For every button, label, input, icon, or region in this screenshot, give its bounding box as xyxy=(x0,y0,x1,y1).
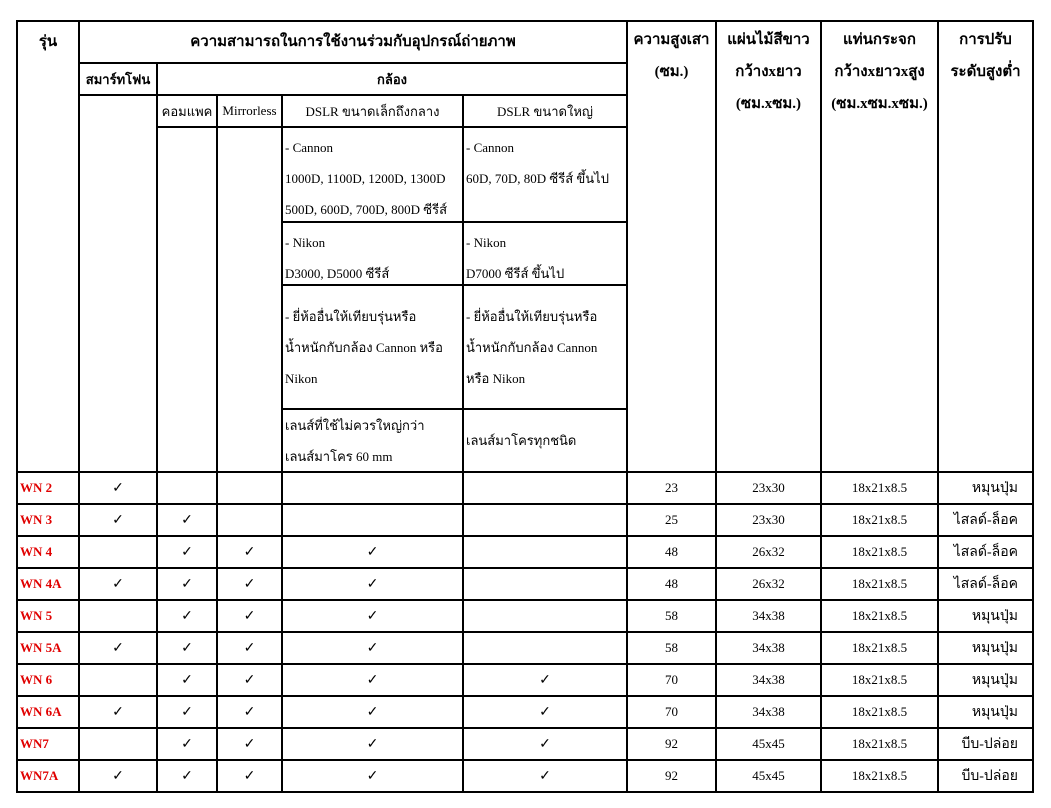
compat-cell-compact xyxy=(158,665,218,697)
board-size-value: 34x38 xyxy=(717,633,822,665)
check-icon: ✓ xyxy=(181,576,193,592)
model-name: WN7A xyxy=(18,761,80,793)
compat-cell-mirrorless xyxy=(218,473,283,505)
pole-height-value: 48 xyxy=(628,569,717,601)
compat-cell-large xyxy=(464,537,628,569)
pole-height-value: 92 xyxy=(628,729,717,761)
compat-cell-mirrorless xyxy=(218,537,283,569)
board-size-value: 34x38 xyxy=(717,665,822,697)
check-icon: ✓ xyxy=(366,704,379,720)
model-name: WN7 xyxy=(18,729,80,761)
board-size-value: 26x32 xyxy=(717,537,822,569)
glass-size-value: 18x21x8.5 xyxy=(822,601,939,633)
compat-cell-large xyxy=(464,729,628,761)
glass-size-value: 18x21x8.5 xyxy=(822,537,939,569)
compat-cell-small xyxy=(283,537,464,569)
header-dslr-large: DSLR ขนาดใหญ่ xyxy=(464,96,628,128)
check-icon: ✓ xyxy=(112,640,124,656)
pole-height-value: 25 xyxy=(628,505,717,537)
check-icon: ✓ xyxy=(539,736,551,752)
header-compatibility: ความสามารถในการใช้งานร่วมกับอุปกรณ์ถ่ายภาพ xyxy=(80,22,628,64)
pole-height-value: 58 xyxy=(628,601,717,633)
pole-height-value: 58 xyxy=(628,633,717,665)
smartphone-detail-empty xyxy=(80,96,158,473)
adjust-method-value: ไสลด์-ล็อค xyxy=(939,537,1034,569)
check-icon: ✓ xyxy=(243,544,256,560)
adjust-method-value: หมุนปุ่ม xyxy=(939,697,1034,729)
compat-cell-phone xyxy=(80,761,158,793)
compat-cell-large xyxy=(464,665,628,697)
compat-cell-phone xyxy=(80,537,158,569)
model-name: WN 5A xyxy=(18,633,80,665)
header-height-adjust: การปรับ ระดับสูงต่ำ xyxy=(939,22,1034,473)
glass-size-value: 18x21x8.5 xyxy=(822,505,939,537)
check-icon: ✓ xyxy=(181,512,193,528)
header-glass-stand: แท่นกระจก กว้างxยาวxสูง (ซม.xซม.xซม.) xyxy=(822,22,939,473)
check-icon: ✓ xyxy=(243,640,256,656)
glass-size-value: 18x21x8.5 xyxy=(822,665,939,697)
check-icon: ✓ xyxy=(366,768,379,784)
compat-cell-compact xyxy=(158,729,218,761)
check-icon: ✓ xyxy=(181,544,193,560)
compat-cell-small xyxy=(283,633,464,665)
pole-height-value: 92 xyxy=(628,761,717,793)
pole-height-value: 70 xyxy=(628,665,717,697)
header-mirrorless: Mirrorless xyxy=(218,96,283,128)
header-camera: กล้อง xyxy=(158,64,628,96)
dslr-small-canon: - Cannon 1000D, 1100D, 1200D, 1300D 500D, 600D, 700D, 800D ซีรีส์ xyxy=(283,128,464,223)
dslr-large-nikon: - Nikon D7000 ซีรีส์ ขึ้นไป xyxy=(464,223,628,286)
compat-cell-small xyxy=(283,473,464,505)
compat-cell-small xyxy=(283,729,464,761)
compat-cell-phone xyxy=(80,473,158,505)
glass-size-value: 18x21x8.5 xyxy=(822,633,939,665)
pole-height-value: 70 xyxy=(628,697,717,729)
check-icon: ✓ xyxy=(539,768,551,784)
adjust-method-value: หมุนปุ่ม xyxy=(939,601,1034,633)
compact-detail-empty xyxy=(158,128,218,473)
compat-cell-small xyxy=(283,601,464,633)
compat-cell-large xyxy=(464,697,628,729)
board-size-value: 23x30 xyxy=(717,505,822,537)
compat-cell-large xyxy=(464,569,628,601)
compat-cell-small xyxy=(283,505,464,537)
check-icon: ✓ xyxy=(181,608,193,624)
compat-cell-compact xyxy=(158,569,218,601)
header-white-board: แผ่นไม้สีขาว กว้างxยาว (ซม.xซม.) xyxy=(717,22,822,473)
check-icon: ✓ xyxy=(181,768,193,784)
dslr-large-canon: - Cannon 60D, 70D, 80D ซีรีส์ ขึ้นไป xyxy=(464,128,628,223)
compat-cell-mirrorless xyxy=(218,633,283,665)
model-name: WN 4A xyxy=(18,569,80,601)
compat-cell-small xyxy=(283,569,464,601)
compat-cell-mirrorless xyxy=(218,601,283,633)
compat-cell-mirrorless xyxy=(218,569,283,601)
adjust-method-value: ไสลด์-ล็อค xyxy=(939,569,1034,601)
board-size-value: 23x30 xyxy=(717,473,822,505)
header-pole-height: ความสูงเสา (ซม.) xyxy=(628,22,717,473)
compat-cell-large xyxy=(464,761,628,793)
compat-cell-compact xyxy=(158,633,218,665)
check-icon: ✓ xyxy=(112,480,124,496)
adjust-method-value: บีบ-ปล่อย xyxy=(939,729,1034,761)
check-icon: ✓ xyxy=(366,576,379,592)
dslr-small-other-brands: - ยี่ห้ออื่นให้เทียบรุ่นหรือ น้ำหนักกับกล้อง Cannon หรือ Nikon xyxy=(283,286,464,410)
check-icon: ✓ xyxy=(112,768,124,784)
compat-cell-compact xyxy=(158,473,218,505)
compat-cell-large xyxy=(464,505,628,537)
check-icon: ✓ xyxy=(243,576,256,592)
check-icon: ✓ xyxy=(366,672,379,688)
adjust-method-value: หมุนปุ่ม xyxy=(939,473,1034,505)
check-icon: ✓ xyxy=(112,704,124,720)
dslr-large-lens: เลนส์มาโครทุกชนิด xyxy=(464,410,628,473)
board-size-value: 45x45 xyxy=(717,729,822,761)
compat-cell-mirrorless xyxy=(218,761,283,793)
board-size-value: 34x38 xyxy=(717,601,822,633)
compat-cell-mirrorless xyxy=(218,505,283,537)
check-icon: ✓ xyxy=(243,608,256,624)
compat-cell-small xyxy=(283,665,464,697)
glass-size-value: 18x21x8.5 xyxy=(822,697,939,729)
compat-cell-mirrorless xyxy=(218,697,283,729)
check-icon: ✓ xyxy=(243,704,256,720)
mirrorless-detail-empty xyxy=(218,128,283,473)
compat-cell-mirrorless xyxy=(218,729,283,761)
adjust-method-value: หมุนปุ่ม xyxy=(939,633,1034,665)
header-model: รุ่น xyxy=(18,22,80,473)
compat-cell-large xyxy=(464,633,628,665)
check-icon: ✓ xyxy=(539,704,551,720)
board-size-value: 45x45 xyxy=(717,761,822,793)
model-name: WN 2 xyxy=(18,473,80,505)
check-icon: ✓ xyxy=(539,672,551,688)
model-name: WN 6A xyxy=(18,697,80,729)
board-size-value: 34x38 xyxy=(717,697,822,729)
compat-cell-large xyxy=(464,601,628,633)
header-smartphone: สมาร์ทโฟน xyxy=(80,64,158,96)
model-name: WN 6 xyxy=(18,665,80,697)
model-name: WN 4 xyxy=(18,537,80,569)
check-icon: ✓ xyxy=(366,640,379,656)
compat-cell-phone xyxy=(80,729,158,761)
compat-cell-phone xyxy=(80,697,158,729)
check-icon: ✓ xyxy=(243,672,256,688)
compat-cell-phone xyxy=(80,505,158,537)
compat-cell-compact xyxy=(158,505,218,537)
model-name: WN 3 xyxy=(18,505,80,537)
check-icon: ✓ xyxy=(181,640,193,656)
check-icon: ✓ xyxy=(366,608,379,624)
compat-cell-small xyxy=(283,697,464,729)
header-compact: คอมแพค xyxy=(158,96,218,128)
compat-cell-compact xyxy=(158,537,218,569)
check-icon: ✓ xyxy=(366,544,379,560)
check-icon: ✓ xyxy=(366,736,379,752)
header-dslr-small: DSLR ขนาดเล็กถึงกลาง xyxy=(283,96,464,128)
adjust-method-value: หมุนปุ่ม xyxy=(939,665,1034,697)
check-icon: ✓ xyxy=(243,736,256,752)
glass-size-value: 18x21x8.5 xyxy=(822,729,939,761)
check-icon: ✓ xyxy=(243,768,256,784)
compat-cell-mirrorless xyxy=(218,665,283,697)
check-icon: ✓ xyxy=(112,576,124,592)
compat-cell-compact xyxy=(158,697,218,729)
check-icon: ✓ xyxy=(181,672,193,688)
glass-size-value: 18x21x8.5 xyxy=(822,761,939,793)
compat-cell-compact xyxy=(158,761,218,793)
check-icon: ✓ xyxy=(181,736,193,752)
dslr-small-nikon: - Nikon D3000, D5000 ซีรีส์ xyxy=(283,223,464,286)
compat-cell-phone xyxy=(80,569,158,601)
glass-size-value: 18x21x8.5 xyxy=(822,569,939,601)
compat-cell-phone xyxy=(80,601,158,633)
product-spec-table xyxy=(16,20,1034,793)
board-size-value: 26x32 xyxy=(717,569,822,601)
check-icon: ✓ xyxy=(112,512,124,528)
compat-cell-phone xyxy=(80,665,158,697)
compat-cell-small xyxy=(283,761,464,793)
pole-height-value: 48 xyxy=(628,537,717,569)
adjust-method-value: บีบ-ปล่อย xyxy=(939,761,1034,793)
adjust-method-value: ไสลด์-ล็อค xyxy=(939,505,1034,537)
glass-size-value: 18x21x8.5 xyxy=(822,473,939,505)
compat-cell-compact xyxy=(158,601,218,633)
model-name: WN 5 xyxy=(18,601,80,633)
compat-cell-large xyxy=(464,473,628,505)
compat-cell-phone xyxy=(80,633,158,665)
dslr-large-other-brands: - ยี่ห้ออื่นให้เทียบรุ่นหรือ น้ำหนักกับกล้อง Cannon หรือ Nikon xyxy=(464,286,628,410)
check-icon: ✓ xyxy=(181,704,193,720)
dslr-small-lens: เลนส์ที่ใช้ไม่ควรใหญ่กว่า เลนส์มาโคร 60 mm xyxy=(283,410,464,473)
pole-height-value: 23 xyxy=(628,473,717,505)
